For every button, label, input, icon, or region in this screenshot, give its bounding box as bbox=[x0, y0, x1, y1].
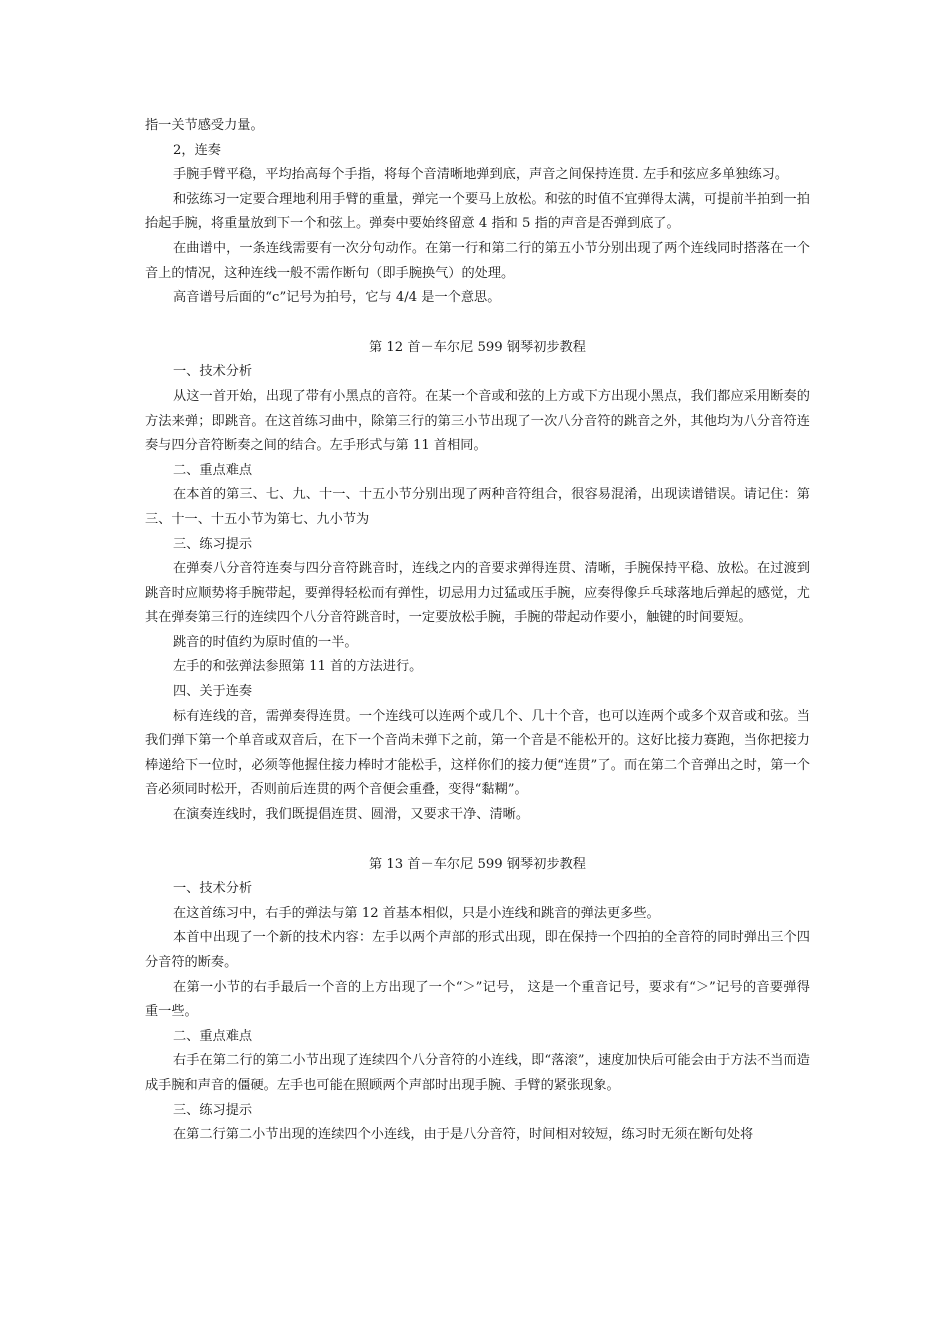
paragraph: 手腕手臂平稳，平均抬高每个手指，将每个音清晰地弹到底，声音之间保持连贯. 左手和弦应多单独练习。 bbox=[173, 167, 789, 183]
section-heading: 四、关于连奏 bbox=[173, 684, 253, 700]
paragraph: 在弹奏八分音符连奏与四分音符跳音时，连线之内的音要求弹得连贯、清晰，手腕保持平稳、放松。在过渡到跳音时应顺势将手腕带起，要弹得轻松而有弹性，切忌用力过猛或压手腕，应奏得像乒乓球落地后弹起的感觉，尤其在弹奏第三行的连续四个八分音符跳音时，一定要放松手腕，手腕的带起动作要小，触键的时间要短。 bbox=[145, 561, 810, 626]
paragraph: 本首中出现了一个新的技术内容：左手以两个声部的形式出现，即在保持一个四拍的全音符的同时弹出三个四分音符的断奏。 bbox=[145, 930, 810, 970]
section-heading: 二、重点难点 bbox=[173, 1028, 253, 1044]
paragraph: 左手的和弦弹法参照第 11 首的方法进行。 bbox=[173, 659, 423, 675]
paragraph: 指一关节感受力量。 bbox=[145, 118, 264, 133]
paragraph: 高音谱号后面的“c”记号为拍号，它与 4/4 是一个意思。 bbox=[173, 290, 501, 306]
section-title-13: 第 13 首－车尔尼 599 钢琴初步教程 bbox=[369, 856, 586, 872]
paragraph: 在这首练习中，右手的弹法与第 12 首基本相似，只是小连线和跳音的弹法更多些。 bbox=[173, 905, 660, 921]
paragraph: 右手在第二行的第二小节出现了连续四个八分音符的小连线，即“落滚”，速度加快后可能会由于方法不当而造成手腕和声音的僵硬。左手也可能在照顾两个声部时出现手腕、手臂的紧张现象。 bbox=[145, 1053, 810, 1093]
paragraph: 和弦练习一定要合理地利用手臂的重量，弹完一个要马上放松。和弦的时值不宜弹得太满，可提前半拍到一拍抬起手腕，将重量放到下一个和弦上。弹奏中要始终留意 4 指和 5 指的声音是否弹到底了。 bbox=[145, 191, 810, 232]
section-heading: 一、技术分析 bbox=[173, 881, 253, 897]
paragraph: 在演奏连线时，我们既提倡连贯、圆滑，又要求干净、清晰。 bbox=[173, 807, 530, 823]
section-heading: 三、练习提示 bbox=[173, 1102, 253, 1118]
subheading-legato: 2，连奏 bbox=[173, 142, 221, 158]
section-title-12: 第 12 首－车尔尼 599 钢琴初步教程 bbox=[369, 339, 586, 355]
paragraph: 在曲谱中，一条连线需要有一次分句动作。在第一行和第二行的第五小节分别出现了两个连线同时搭落在一个音上的情况，这种连线一般不需作断句（即手腕换气）的处理。 bbox=[145, 240, 810, 281]
document-page bbox=[145, 114, 810, 1148]
paragraph: 跳音的时值约为原时值的一半。 bbox=[173, 634, 358, 650]
section-heading: 二、重点难点 bbox=[173, 462, 253, 478]
section-heading: 一、技术分析 bbox=[173, 364, 253, 380]
paragraph: 在第二行第二小节出现的连续四个小连线，由于是八分音符，时间相对较短，练习时无须在断句处将 bbox=[173, 1127, 754, 1143]
paragraph: 标有连线的音，需弹奏得连贯。一个连线可以连两个或几个、几十个音，也可以连两个或多个双音或和弦。当我们弹下第一个单音或双音后，在下一个音尚未弹下之前，第一个音是不能松开的。这好比接力赛跑，当你把接力棒递给下一位时，必须等他握住接力棒时才能松手，这样你们的接力便“连贯”了。而在第二个音弹出之时，第一个音必须同时松开，否则前后连贯的两个音便会重叠，变得“黏糊”。 bbox=[145, 708, 810, 798]
paragraph: 在本首的第三、七、九、十一、十五小节分别出现了两种音符组合，很容易混淆，出现读谱错误。请记住：第三、十一、十五小节为第七、九小节为 bbox=[145, 487, 810, 527]
section-heading: 三、练习提示 bbox=[173, 536, 253, 552]
paragraph: 在第一小节的右手最后一个音的上方出现了一个“＞”记号， 这是一个重音记号，要求有“＞”记号的音要弹得重一些。 bbox=[145, 979, 810, 1020]
paragraph: 从这一首开始，出现了带有小黑点的音符。在某一个音或和弦的上方或下方出现小黑点，我们都应采用断奏的方法来弹；即跳音。在这首练习曲中，除第三行的第三小节出现了一次八分音符的跳音之外，其他均为八分音符连奏与四分音符断奏之间的结合。左手形式与第 11 首相同。 bbox=[145, 388, 810, 454]
